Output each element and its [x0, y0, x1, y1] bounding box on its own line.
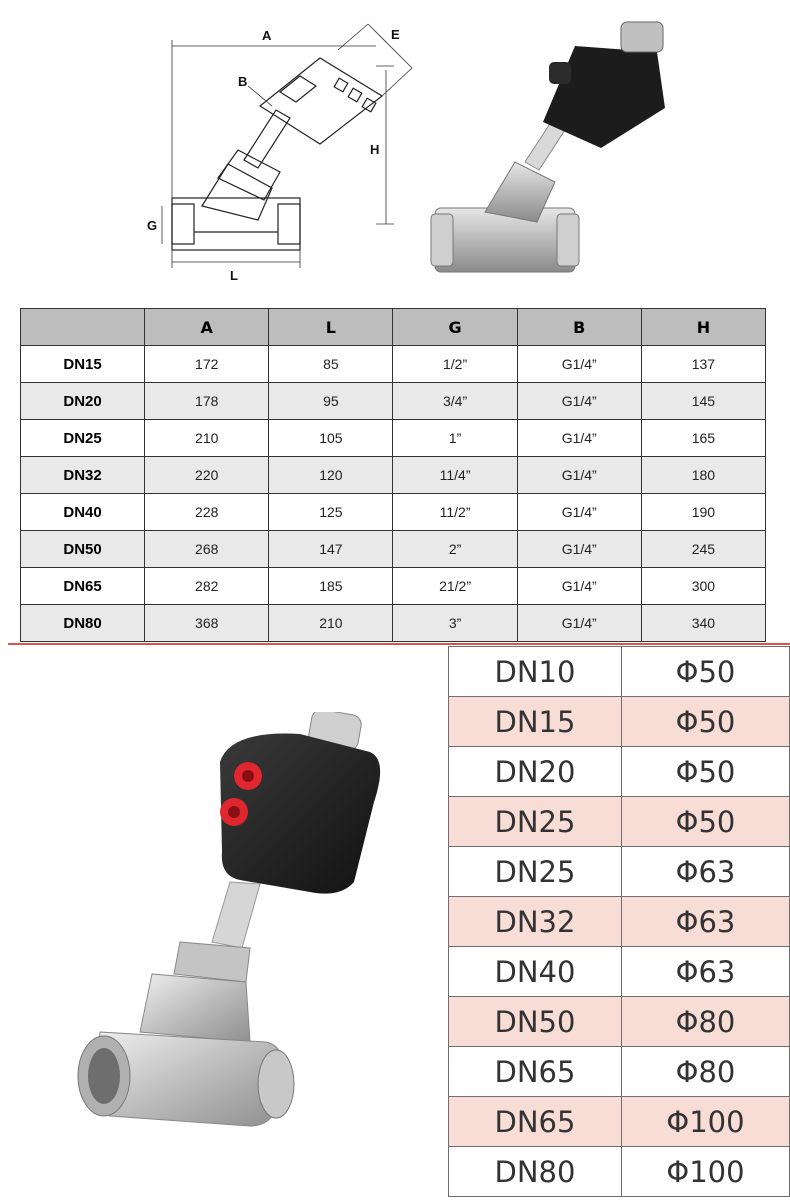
table-row — [449, 1097, 790, 1147]
nominal-size: DN50 — [449, 997, 622, 1047]
table-row — [449, 1047, 790, 1097]
diameter-value: Φ50 — [622, 747, 790, 797]
nominal-size: DN10 — [449, 647, 622, 697]
row-label: DN15 — [21, 346, 145, 383]
diameter-value: Φ80 — [622, 997, 790, 1047]
table-header-row — [21, 309, 766, 346]
diameter-value: Φ50 — [622, 697, 790, 747]
valve-dimension-drawing — [140, 10, 430, 295]
cell: 172 — [145, 346, 269, 383]
nominal-size: DN15 — [449, 697, 622, 747]
section-divider — [8, 643, 790, 645]
row-label: DN65 — [21, 568, 145, 605]
label-H: H — [370, 142, 380, 157]
cell: 145 — [641, 383, 765, 420]
cell: 180 — [641, 457, 765, 494]
cell: G1/4” — [517, 605, 641, 642]
cell: 165 — [641, 420, 765, 457]
cell: 228 — [145, 494, 269, 531]
cell: 11/4” — [393, 457, 517, 494]
bore-diameter-table — [448, 646, 790, 1197]
cell: 147 — [269, 531, 393, 568]
cell: 210 — [269, 605, 393, 642]
cell: G1/4” — [517, 420, 641, 457]
cell: 125 — [269, 494, 393, 531]
diameter-value: Φ50 — [622, 797, 790, 847]
cell: 178 — [145, 383, 269, 420]
cell: G1/4” — [517, 457, 641, 494]
cell: 300 — [641, 568, 765, 605]
valve-photo-bottom — [70, 712, 400, 1142]
cell: G1/4” — [517, 568, 641, 605]
table-row — [449, 1147, 790, 1197]
diameter-value: Φ63 — [622, 897, 790, 947]
cell: G1/4” — [517, 346, 641, 383]
dimension-table — [20, 308, 766, 642]
cell: 3” — [393, 605, 517, 642]
diameter-value: Φ63 — [622, 847, 790, 897]
row-label: DN40 — [21, 494, 145, 531]
cell: G1/4” — [517, 494, 641, 531]
cell: G1/4” — [517, 383, 641, 420]
nominal-size: DN25 — [449, 797, 622, 847]
cell: 185 — [269, 568, 393, 605]
table-row — [21, 568, 766, 605]
cell: 105 — [269, 420, 393, 457]
cell: 340 — [641, 605, 765, 642]
table-row — [449, 697, 790, 747]
table-row — [21, 531, 766, 568]
nominal-size: DN32 — [449, 897, 622, 947]
label-E: E — [391, 27, 400, 42]
cell: 3/4” — [393, 383, 517, 420]
table-row — [21, 383, 766, 420]
cell: 1” — [393, 420, 517, 457]
table-row — [21, 420, 766, 457]
table-row — [449, 847, 790, 897]
table-row — [21, 605, 766, 642]
row-label: DN20 — [21, 383, 145, 420]
table-row — [449, 997, 790, 1047]
cell: 137 — [641, 346, 765, 383]
cell: G1/4” — [517, 531, 641, 568]
cell: 282 — [145, 568, 269, 605]
cell: 120 — [269, 457, 393, 494]
header-cell: H — [641, 309, 765, 346]
diameter-value: Φ80 — [622, 1047, 790, 1097]
cell: 21/2” — [393, 568, 517, 605]
row-label: DN25 — [21, 420, 145, 457]
diameter-value: Φ100 — [622, 1147, 790, 1197]
label-B: B — [238, 74, 248, 89]
diameter-value: Φ100 — [622, 1097, 790, 1147]
nominal-size: DN65 — [449, 1047, 622, 1097]
table-row — [449, 647, 790, 697]
cell: 220 — [145, 457, 269, 494]
label-G: G — [147, 218, 158, 233]
nominal-size: DN25 — [449, 847, 622, 897]
table-row — [21, 346, 766, 383]
label-A: A — [262, 28, 272, 43]
label-L: L — [230, 268, 238, 283]
table-row — [21, 457, 766, 494]
header-cell: G — [393, 309, 517, 346]
nominal-size: DN65 — [449, 1097, 622, 1147]
cell: 95 — [269, 383, 393, 420]
table-row — [449, 897, 790, 947]
table-row — [449, 797, 790, 847]
table-row — [21, 494, 766, 531]
nominal-size: DN20 — [449, 747, 622, 797]
diameter-value: Φ63 — [622, 947, 790, 997]
cell: 245 — [641, 531, 765, 568]
table-row — [449, 947, 790, 997]
row-label: DN80 — [21, 605, 145, 642]
cell: 11/2” — [393, 494, 517, 531]
nominal-size: DN80 — [449, 1147, 622, 1197]
cell: 210 — [145, 420, 269, 457]
nominal-size: DN40 — [449, 947, 622, 997]
valve-photo-top — [425, 12, 685, 282]
cell: 1/2” — [393, 346, 517, 383]
cell: 2” — [393, 531, 517, 568]
row-label: DN50 — [21, 531, 145, 568]
header-cell: L — [269, 309, 393, 346]
table-row — [449, 747, 790, 797]
diameter-value: Φ50 — [622, 647, 790, 697]
header-cell: A — [145, 309, 269, 346]
cell: 368 — [145, 605, 269, 642]
cell: 268 — [145, 531, 269, 568]
cell: 190 — [641, 494, 765, 531]
row-label: DN32 — [21, 457, 145, 494]
header-cell — [21, 309, 145, 346]
header-cell: B — [517, 309, 641, 346]
cell: 85 — [269, 346, 393, 383]
